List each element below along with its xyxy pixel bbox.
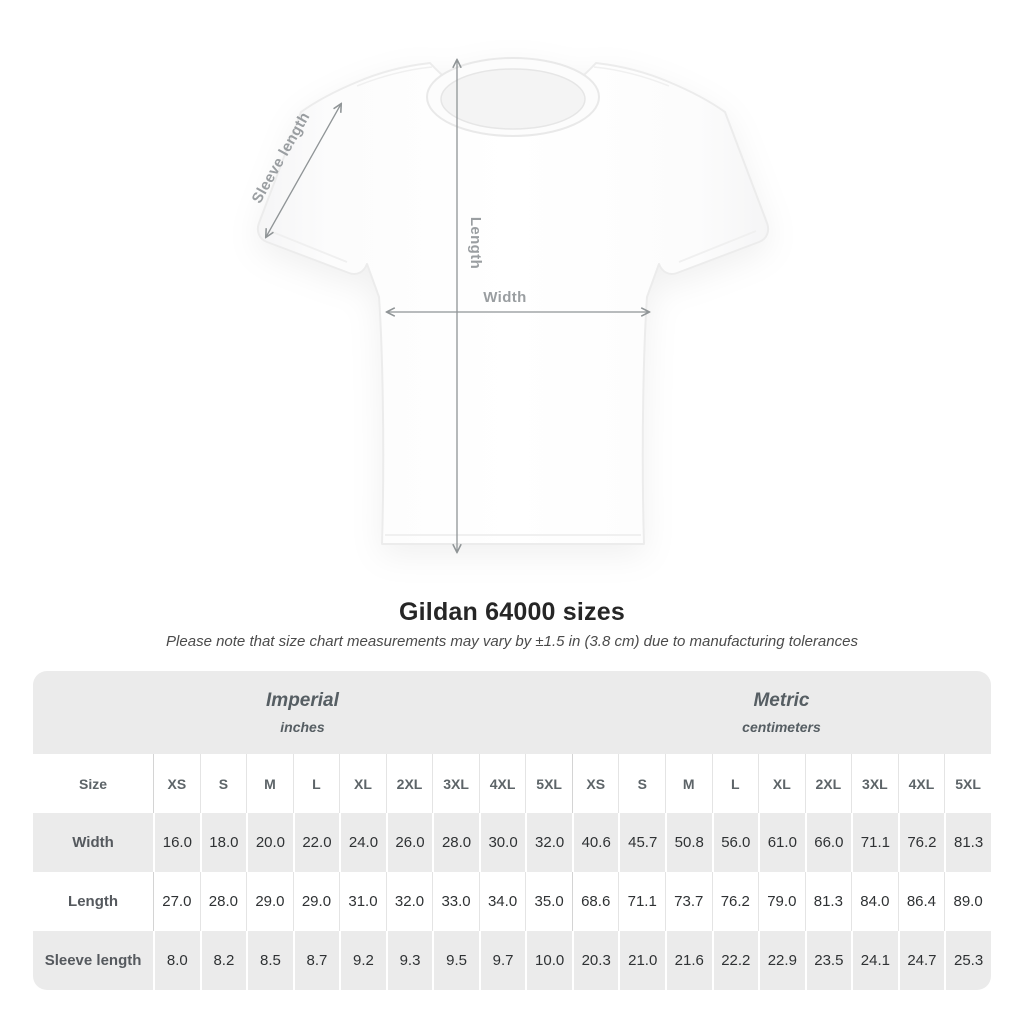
length-metric-4xl: 86.4: [898, 872, 945, 931]
length-metric-l: 76.2: [712, 872, 759, 931]
size-table: [33, 671, 991, 990]
width-row-label: Width: [33, 813, 153, 872]
length-imperial-s: 28.0: [200, 872, 247, 931]
size-header-metric-2xl: 2XL: [805, 754, 852, 813]
sleeve-length-metric-xs: 20.3: [572, 931, 619, 990]
sleeve-length-metric-5xl: 25.3: [944, 931, 991, 990]
width-imperial-s: 18.0: [200, 813, 247, 872]
size-header-imperial-xl: XL: [339, 754, 386, 813]
width-row: [33, 813, 991, 872]
length-metric-xs: 68.6: [572, 872, 619, 931]
length-metric-2xl: 81.3: [805, 872, 852, 931]
size-header-row: [33, 754, 991, 813]
length-metric-5xl: 89.0: [944, 872, 991, 931]
imperial-group-header: [33, 671, 572, 754]
sleeve-length-metric-s: 21.0: [618, 931, 665, 990]
width-imperial-5xl: 32.0: [525, 813, 572, 872]
size-column-header: Size: [33, 754, 153, 813]
length-imperial-l: 29.0: [293, 872, 340, 931]
metric-label: Metric: [753, 690, 810, 711]
length-imperial-xs: 27.0: [153, 872, 200, 931]
size-header-metric-5xl: 5XL: [944, 754, 991, 813]
sleeve-length-imperial-s: 8.2: [200, 931, 247, 990]
length-imperial-5xl: 35.0: [525, 872, 572, 931]
sleeve-length-metric-l: 22.2: [712, 931, 759, 990]
width-metric-m: 50.8: [665, 813, 712, 872]
sleeve-length-metric-4xl: 24.7: [898, 931, 945, 990]
width-metric-3xl: 71.1: [851, 813, 898, 872]
size-header-metric-xs: XS: [572, 754, 619, 813]
sleeve-length-row-label: Sleeve length: [33, 931, 153, 990]
length-imperial-3xl: 33.0: [432, 872, 479, 931]
width-label: Width: [483, 289, 527, 306]
collar-opening: [441, 69, 585, 129]
metric-group-header: [572, 671, 991, 754]
length-imperial-4xl: 34.0: [479, 872, 526, 931]
width-metric-5xl: 81.3: [944, 813, 991, 872]
sleeve-length-imperial-xl: 9.2: [339, 931, 386, 990]
size-header-metric-3xl: 3XL: [851, 754, 898, 813]
width-metric-l: 56.0: [712, 813, 759, 872]
size-header-imperial-4xl: 4XL: [479, 754, 526, 813]
width-metric-s: 45.7: [618, 813, 665, 872]
width-metric-4xl: 76.2: [898, 813, 945, 872]
size-header-imperial-3xl: 3XL: [432, 754, 479, 813]
unit-group-row: [33, 671, 991, 754]
size-header-metric-xl: XL: [758, 754, 805, 813]
length-metric-xl: 79.0: [758, 872, 805, 931]
sleeve-length-imperial-3xl: 9.5: [432, 931, 479, 990]
sleeve-length-metric-xl: 22.9: [758, 931, 805, 990]
size-table-container: [33, 671, 991, 990]
sleeve-length-imperial-2xl: 9.3: [386, 931, 433, 990]
length-label: Length: [467, 216, 484, 270]
metric-unit: centimeters: [742, 719, 821, 735]
size-header-imperial-xs: XS: [153, 754, 200, 813]
size-header-imperial-s: S: [200, 754, 247, 813]
length-row: [33, 872, 991, 931]
sleeve-length-imperial-xs: 8.0: [153, 931, 200, 990]
width-metric-2xl: 66.0: [805, 813, 852, 872]
width-imperial-m: 20.0: [246, 813, 293, 872]
size-header-imperial-m: M: [246, 754, 293, 813]
width-imperial-2xl: 26.0: [386, 813, 433, 872]
size-header-imperial-l: L: [293, 754, 340, 813]
width-metric-xl: 61.0: [758, 813, 805, 872]
width-imperial-4xl: 30.0: [479, 813, 526, 872]
sleeve-length-imperial-l: 8.7: [293, 931, 340, 990]
width-imperial-xs: 16.0: [153, 813, 200, 872]
length-row-label: Length: [33, 872, 153, 931]
size-header-metric-m: M: [665, 754, 712, 813]
length-metric-3xl: 84.0: [851, 872, 898, 931]
width-imperial-xl: 24.0: [339, 813, 386, 872]
sleeve-length-row: [33, 931, 991, 990]
sleeve-length-metric-m: 21.6: [665, 931, 712, 990]
sleeve-length-metric-3xl: 24.1: [851, 931, 898, 990]
length-imperial-2xl: 32.0: [386, 872, 433, 931]
length-metric-s: 71.1: [618, 872, 665, 931]
size-header-imperial-5xl: 5XL: [525, 754, 572, 813]
size-header-metric-l: L: [712, 754, 759, 813]
sleeve-length-imperial-4xl: 9.7: [479, 931, 526, 990]
width-imperial-3xl: 28.0: [432, 813, 479, 872]
width-imperial-l: 22.0: [293, 813, 340, 872]
sleeve-length-label: Sleeve length: [248, 109, 314, 207]
page-title: Gildan 64000 sizes: [399, 598, 625, 626]
imperial-label: Imperial: [266, 690, 339, 711]
size-header-imperial-2xl: 2XL: [386, 754, 433, 813]
width-metric-xs: 40.6: [572, 813, 619, 872]
imperial-unit: inches: [280, 719, 325, 735]
sleeve-length-metric-2xl: 23.5: [805, 931, 852, 990]
sleeve-length-imperial-m: 8.5: [246, 931, 293, 990]
length-imperial-xl: 31.0: [339, 872, 386, 931]
tolerance-note: Please note that size chart measurements may vary by ±1.5 in (3.8 cm) due to manufacturing tolerances: [166, 633, 858, 650]
size-header-metric-4xl: 4XL: [898, 754, 945, 813]
size-header-metric-s: S: [618, 754, 665, 813]
length-imperial-m: 29.0: [246, 872, 293, 931]
length-metric-m: 73.7: [665, 872, 712, 931]
sleeve-length-imperial-5xl: 10.0: [525, 931, 572, 990]
